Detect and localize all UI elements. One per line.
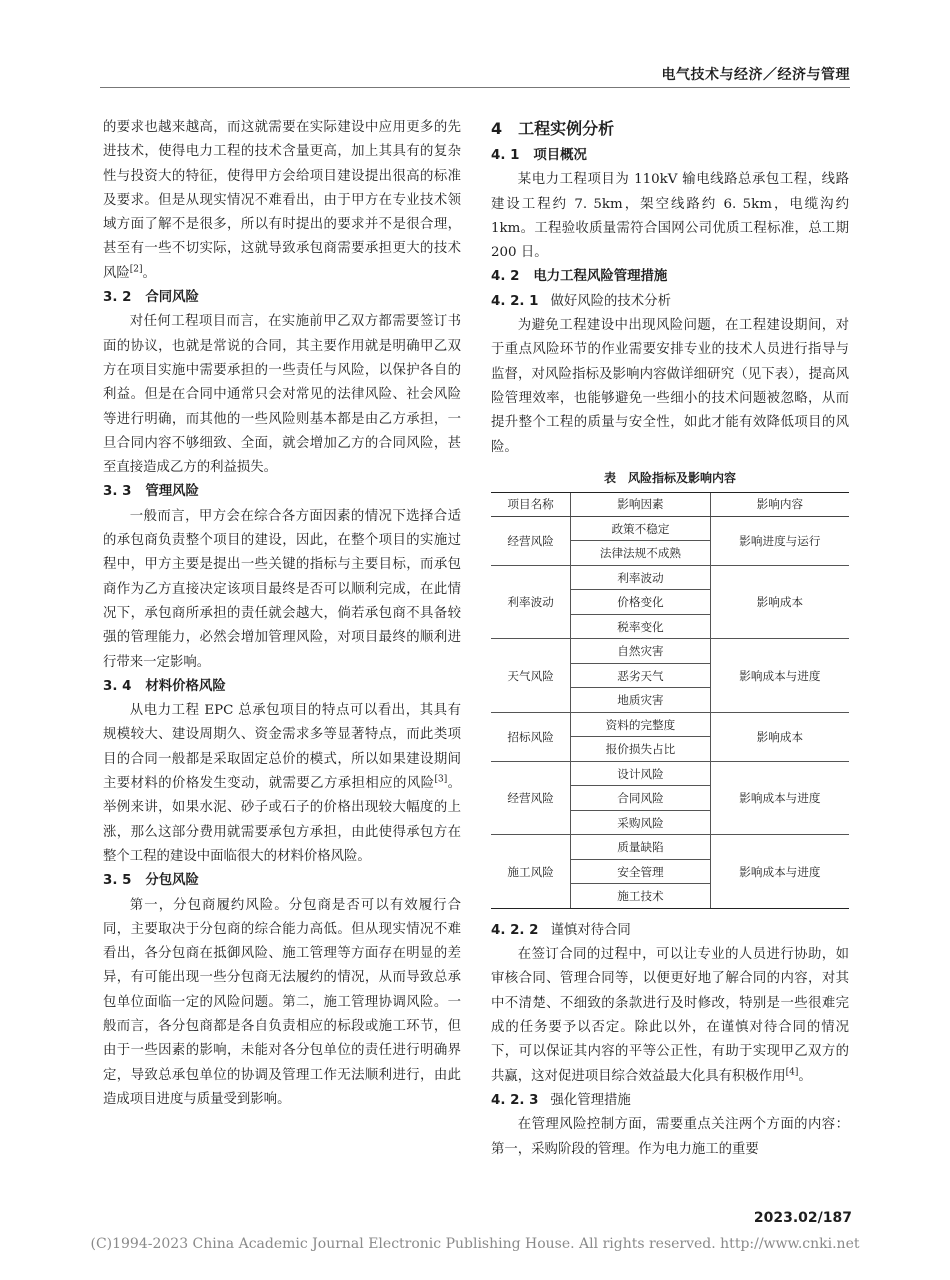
running-header (100, 62, 850, 88)
cell-factor: 施工技术 (571, 884, 711, 909)
paragraph: 一般而言，甲方会在综合各方面因素的情况下选择合适的承包商负责整个项目的建设，因此，在整个项目的实施过程中，甲方主要是提出一些关键的指标与主要目标，而承包商作为乙方直接决定该项目最终是否可以顺利完成，在此情况下，承包商所承担的责任就会越大，倘若承包商不具备较强的管理能力，必然会增加管理风险，对项目最终的顺利进行带来一定影响。 (103, 508, 461, 670)
section-heading-4-1: 4. 1 项目概况 (491, 148, 587, 163)
section-heading-3-4: 3. 4 材料价格风险 (103, 678, 226, 694)
cell-factor: 价格变化 (571, 590, 711, 615)
paragraph: 某电力工程项目为 110kV 输电线路总承包工程，线路建设工程约 7. 5km，架空线路约 6. 5km，电缆沟约 1km。工程验收质量需符合国网公司优质工程标准，总工期 200 日。 (491, 172, 849, 261)
cell-factor: 恶劣天气 (571, 663, 711, 688)
cell-factor: 合同风险 (571, 786, 711, 811)
column-header: 项目名称 (491, 492, 571, 516)
cell-project-name: 经营风险 (491, 516, 571, 565)
table-caption: 表 风险指标及影响内容 (603, 470, 737, 485)
cell-impact: 影响进度与运行 (710, 516, 849, 565)
page-number: 2023.02/187 (753, 1210, 852, 1226)
cell-project-name: 施工风险 (491, 835, 571, 909)
section-heading-4-2-2: 4. 2. 2 谨慎对待合同 (491, 922, 631, 938)
section-heading-4-2-3: 4. 2. 3 强化管理措施 (491, 1092, 631, 1108)
citation: [2] (129, 264, 143, 275)
cell-impact: 影响成本与进度 (710, 761, 849, 835)
paragraph: 从电力工程 EPC 总承包项目的特点可以看出，其具有规模较大、建设周期久、资金需求多等显著特点，而此类项目的合同一般都是采取固定总价的模式，所以如果建设期间主要材料的价格发生变动，就需要乙方承担相应的风险[3]。举例来讲，如果水泥、砂子或石子的价格出现较大幅度的上涨，那么这部分费用就需要承包方承担，由此使得承包方在整个工程的建设中面临很大的材料价格风险。 (103, 703, 462, 864)
copyright-notice: (C)1994-2023 China Academic Journal Electronic Publishing House. All rights reserved. http://www.cnki.net (90, 1236, 860, 1252)
cell-factor: 利率波动 (571, 565, 711, 590)
cell-project-name: 经营风险 (491, 761, 571, 835)
cell-factor: 报价损失占比 (571, 737, 711, 762)
cell-factor: 地质灾害 (571, 688, 711, 713)
journal-title: 电气技术与经济／经济与管理 (661, 67, 850, 83)
table-row (491, 639, 849, 664)
right-column (491, 116, 849, 1162)
paragraph: 在管理风险控制方面，需要重点关注两个方面的内容：第一，采购阶段的管理。作为电力施工的重要 (491, 1117, 849, 1157)
cell-factor: 自然灾害 (571, 639, 711, 664)
cell-factor: 政策不稳定 (571, 516, 711, 541)
cell-factor: 安全管理 (571, 859, 711, 884)
cell-project-name: 天气风险 (491, 639, 571, 713)
cell-impact: 影响成本 (710, 565, 849, 639)
section-heading-3-2: 3. 2 合同风险 (103, 290, 199, 306)
table-row (491, 835, 849, 860)
paragraph: 为避免工程建设中出现风险问题，在工程建设期间，对于重点风险环节的作业需要安排专业的技术人员进行指导与监督，对风险指标及影响内容做详细研究（见下表），提高风险管理效率，也能够避免一些细小的技术问题被忽略，从而提升整个工程的质量与安全性，如此才能有效降低项目的风险。 (491, 318, 849, 455)
paragraph: 第一，分包商履约风险。分包商是否可以有效履行合同，主要取决于分包商的综合能力高低。但从现实情况不难看出，各分包商在抵御风险、施工管理等方面存在明显的差异，有可能出现一些分包商无法履约的情况，从而导致总承包单位面临一定的风险问题。第二，施工管理协调风险。一般而言，各分包商都是各自负责相应的标段或施工环节，但由于一些因素的影响，未能对各分包单位的责任进行明确界定，导致总承包单位的协调及管理工作无法顺利进行，由此造成项目进度与质量受到影响。 (103, 897, 461, 1107)
section-heading-3-3: 3. 3 管理风险 (103, 484, 199, 500)
section-heading-3-5: 3. 5 分包风险 (103, 873, 199, 889)
table-row (491, 712, 849, 737)
cell-project-name: 利率波动 (491, 565, 571, 639)
cell-impact: 影响成本 (710, 712, 849, 761)
table-row (491, 565, 849, 590)
paragraph: 的要求也越来越高，而这就需要在实际建设中应用更多的先进技术，使得电力工程的技术含量更高，加上其具有的复杂性与投资大的特征，使得甲方会给项目建设提出很高的标准及要求。但是从现实情况不难看出，由于甲方在专业技术领域方面了解不是很多，所以有时提出的要求并不是很合理，甚至有一些不切实际，这就导致承包商需要承担更大的技术风险[2]。 (103, 120, 461, 281)
risk-table (491, 492, 849, 909)
table-row (491, 516, 849, 541)
cell-factor: 设计风险 (571, 761, 711, 786)
cell-factor: 税率变化 (571, 614, 711, 639)
cell-factor: 资料的完整度 (571, 712, 711, 737)
cell-factor: 法律法规不成熟 (571, 541, 711, 566)
column-header: 影响内容 (710, 492, 849, 516)
citation: [3] (434, 774, 448, 785)
table-row (491, 761, 849, 786)
citation: [4] (785, 1067, 799, 1078)
section-heading-4: 4 工程实例分析 (491, 119, 615, 138)
cell-impact: 影响成本与进度 (710, 639, 849, 713)
cell-project-name: 招标风险 (491, 712, 571, 761)
cell-factor: 质量缺陷 (571, 835, 711, 860)
cell-impact: 影响成本与进度 (710, 835, 849, 909)
column-header: 影响因素 (571, 492, 711, 516)
section-heading-4-2: 4. 2 电力工程风险管理措施 (491, 269, 668, 285)
section-heading-4-2-1: 4. 2. 1 做好风险的技术分析 (491, 293, 671, 309)
paragraph: 对任何工程项目而言，在实施前甲乙双方都需要签订书面的协议，也就是常说的合同，其主要作用就是明确甲乙双方在项目实施中需要承担的一些责任与风险，以保护各自的利益。但是在合同中通常只会对常见的法律风险、社会风险等进行明确，而其他的一些风险则基本都是由乙方承担，一旦合同内容不够细致、全面，就会增加乙方的合同风险，甚至直接造成乙方的利益损失。 (103, 314, 461, 476)
cell-factor: 采购风险 (571, 810, 711, 835)
left-column (103, 116, 461, 1112)
paragraph: 在签订合同的过程中，可以让专业的人员进行协助，如审核合同、管理合同等，以便更好地了解合同的内容，对其中不清楚、不细致的条款进行及时修改，特别是一些很难完成的任务要予以否定。除此以外，在谨慎对待合同的情况下，可以保证其内容的平等公正性，有助于实现甲乙双方的共赢，这对促进项目综合效益最大化具有积极作用[4]。 (491, 947, 849, 1084)
